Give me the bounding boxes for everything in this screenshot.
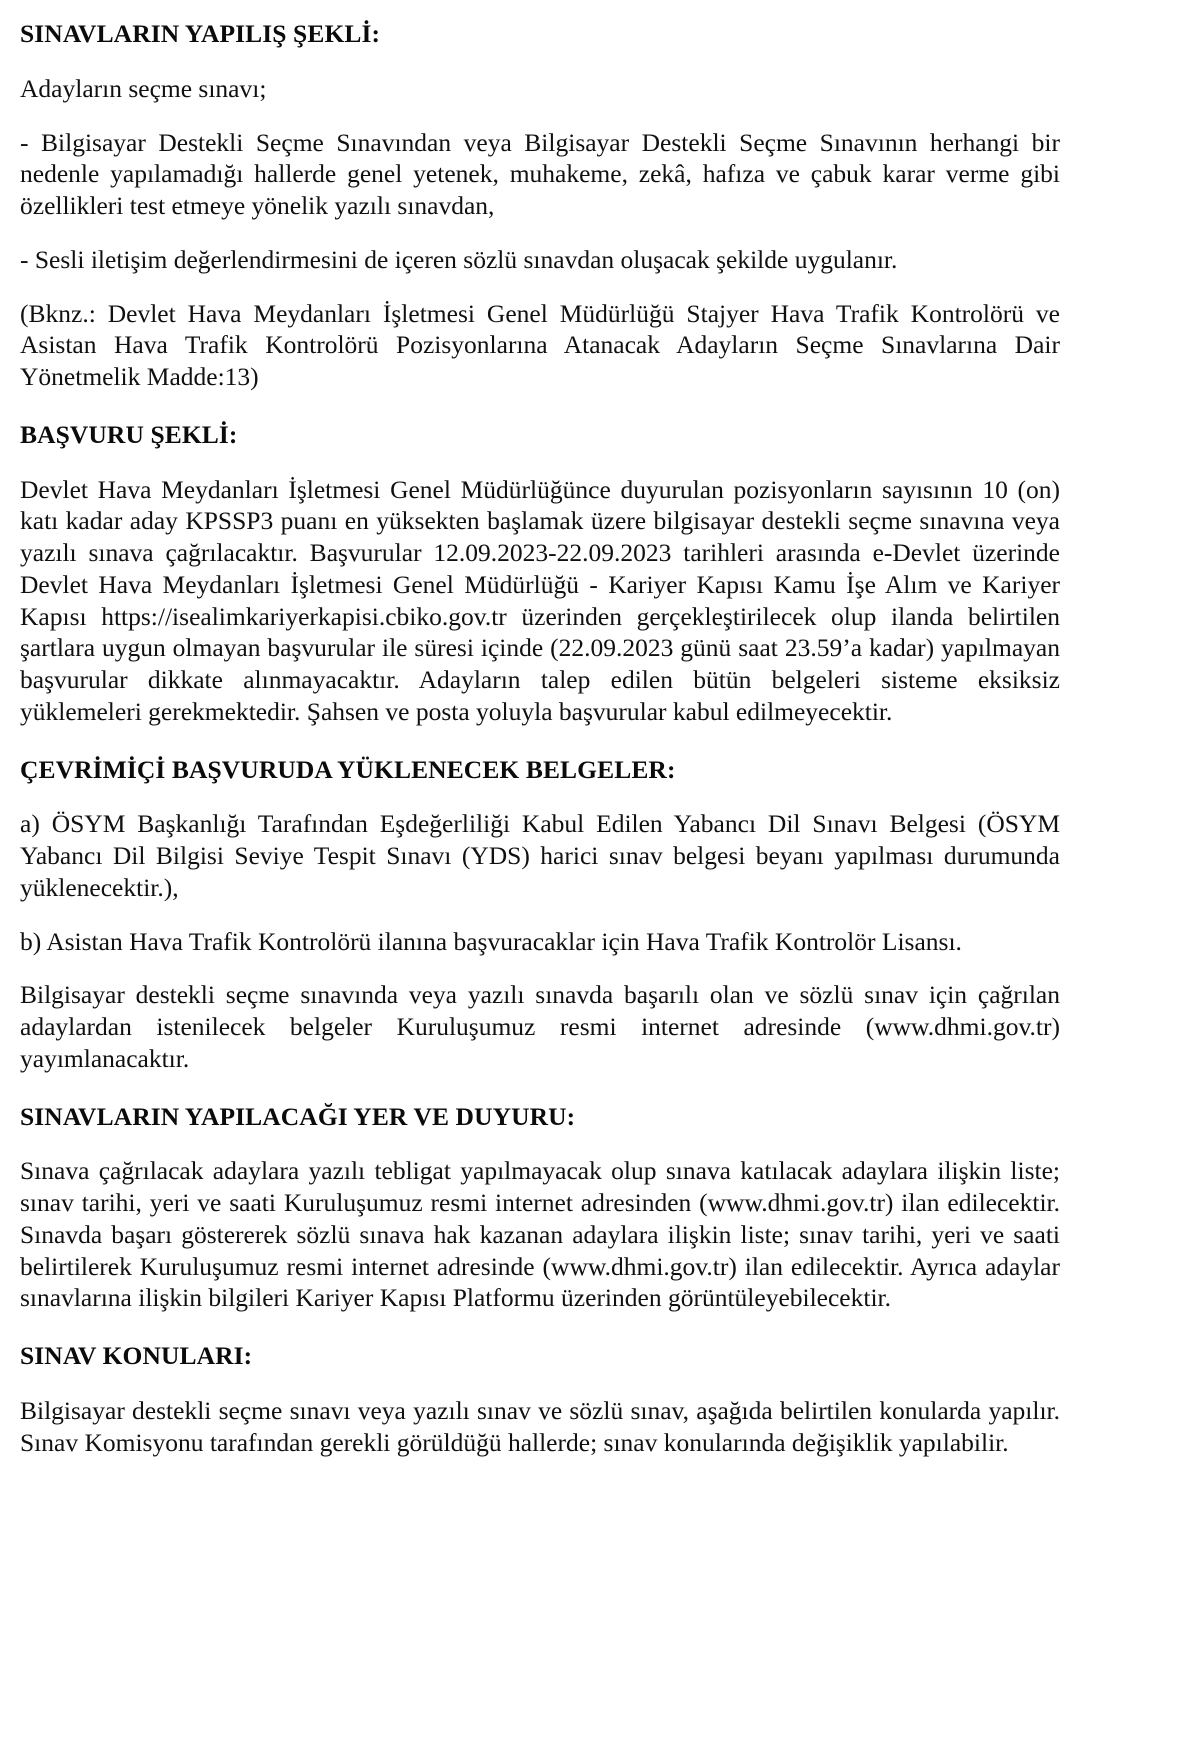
document-body — [20, 18, 1060, 1458]
section-heading-basvuru-sekli: BAŞVURU ŞEKLİ: — [20, 419, 238, 449]
spacer — [20, 785, 1060, 808]
spacer — [20, 1132, 1060, 1155]
spacer — [20, 50, 1060, 73]
paragraph-duyuru-detaylari: Sınava çağrılacak adaylara yazılı tebligat yapılmayacak olup sınava katılacak adaylara ilişkin liste; sınav tarihi, yeri ve saati Kuruluşumuz resmi internet adresinden (www.dhmi.gov.tr) ilan edilecektir. Sınavda başarı göstererek sözlü sınava hak kazanan adaylara ilişkin liste; sınav tarihi, yeri ve saati belirtilerek Kuruluşumuz resmi internet adresinde (www.dhmi.gov.tr) ilan edilecektir. Ayrıca adaylar sınavlarına ilişkin bilgileri Kariyer Kapısı Platformu üzerinden görüntüleyebilecektir. — [20, 1156, 1060, 1313]
spacer — [20, 904, 1060, 926]
paragraph-sinav-konulari-detaylari: Bilgisayar destekli seçme sınavı veya yazılı sınav ve sözlü sınav, aşağıda belirtilen konularda yapılır. Sınav Komisyonu tarafından gerekli görüldüğü hallerde; sınav konularında değişiklik yapılabilir. — [20, 1395, 1060, 1457]
paragraph-yonetmelik-referansi: (Bknz.: Devlet Hava Meydanları İşletmesi Genel Müdürlüğü Stajyer Hava Trafik Kontrolörü ve Asistan Hava Trafik Kontrolörü Pozisyonlarına Atanacak Adayların Seçme Sınavlarına Dair Yönetmelik Madde:13) — [20, 298, 1060, 392]
spacer — [20, 105, 1060, 127]
spacer — [20, 393, 1060, 419]
spacer — [20, 728, 1060, 754]
spacer — [20, 276, 1060, 298]
section-heading-sinav-konulari: SINAV KONULARI: — [20, 1341, 253, 1371]
section-heading-sinavlarin-yapilis-sekli: SINAVLARIN YAPILIŞ ŞEKLİ: — [20, 19, 381, 48]
spacer — [20, 222, 1060, 244]
spacer — [20, 451, 1060, 474]
paragraph-sesli-iletisim: - Sesli iletişim değerlendirmesini de içeren sözlü sınavdan oluşacak şekilde uygulanır. — [20, 244, 898, 274]
section-heading-sinavlarin-yapilacagi-yer-ve-duyuru: SINAVLARIN YAPILACAĞI YER VE DUYURU: — [20, 1101, 576, 1131]
spacer — [20, 957, 1060, 979]
spacer — [20, 1372, 1060, 1395]
paragraph-belge-a: a) ÖSYM Başkanlığı Tarafından Eşdeğerliliği Kabul Edilen Yabancı Dil Sınavı Belgesi (ÖSYM Yabancı Dil Bilgisi Seviye Tespit Sınavı (YDS) harici sınav belgesi beyanı yapılması durumunda yüklenecektir.), — [20, 809, 1060, 902]
paragraph-bilgisayar-destekli-secme-sinavi: - Bilgisayar Destekli Seçme Sınavından veya Bilgisayar Destekli Seçme Sınavının herhangi bir nedenle yapılamadığı hallerde genel yetenek, muhakeme, zekâ, hafıza ve çabuk karar verme gibi özellikleri test etmeye yönelik yazılı sınavdan, — [20, 127, 1060, 221]
paragraph-basvuru-detaylari: Devlet Hava Meydanları İşletmesi Genel Müdürlüğünce duyurulan pozisyonların sayısının 10 (on) katı kadar aday KPSSP3 puanı en yüksekten başlamak üzere bilgisayar destekli seçme sınavına veya yazılı sınava çağrılacaktır. Başvurular 12.09.2023-22.09.2023 tarihleri arasında e-Devlet üzerinde Devlet Hava Meydanları İşletmesi Genel Müdürlüğü - Kariyer Kapısı Kamu İşe Alım ve Kariyer Kapısı https://isealimkariyerkapisi.cbiko.gov.tr üzerinden gerçekleştirilecek olup ilanda belirtilen şartlara uygun olmayan başvurular ile süresi içinde (22.09.2023 günü saat 23.59’a kadar) yapılmayan başvurular dikkate alınmayacaktır. Adayların talep edilen bütün belgeleri sisteme eksiksiz yüklemeleri gerekmektedir. Şahsen ve posta yoluyla başvurular kabul edilmeyecektir. — [20, 474, 1060, 726]
spacer — [20, 1314, 1060, 1340]
spacer — [20, 1075, 1060, 1101]
paragraph-sozlu-sinav-belgeleri: Bilgisayar destekli seçme sınavında veya yazılı sınavda başarılı olan ve sözlü sınav için çağrılan adaylardan istenilecek belgeler Kuruluşumuz resmi internet adresinde (www.dhmi.gov.tr) yayımlanacaktır. — [20, 980, 1060, 1073]
paragraph-adaylarin-secme-sinavi: Adayların seçme sınavı; — [20, 73, 267, 103]
section-heading-cevrimici-basvuruda-yuklenecek-belgeler: ÇEVRİMİÇİ BAŞVURUDA YÜKLENECEK BELGELER: — [20, 754, 676, 784]
paragraph-belge-b: b) Asistan Hava Trafik Kontrolörü ilanına başvuracaklar için Hava Trafik Kontrolör Lisansı. — [20, 926, 962, 956]
